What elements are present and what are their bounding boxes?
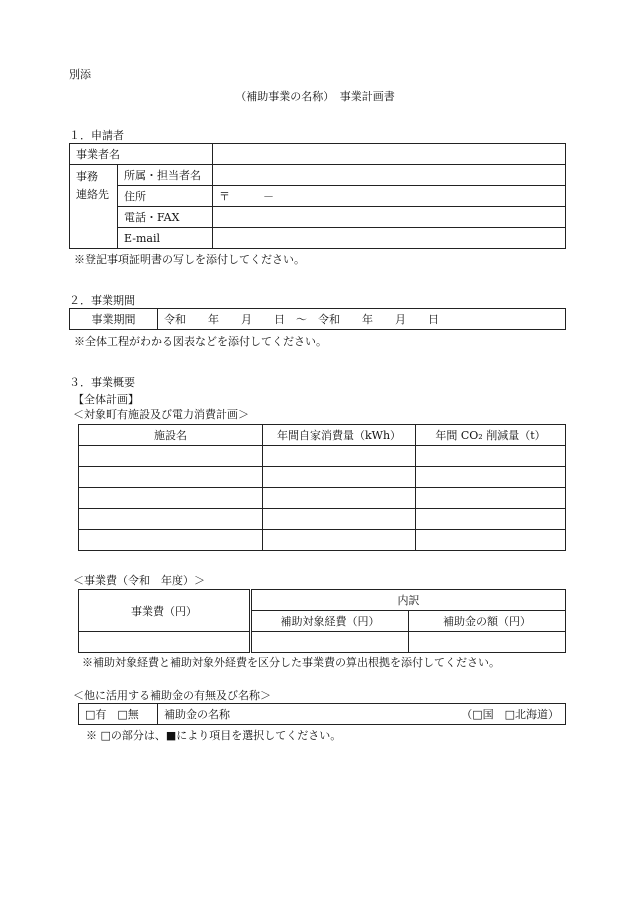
period-table (69, 308, 566, 330)
facility-table (78, 424, 566, 551)
dept-field[interactable] (213, 165, 566, 186)
gov-options-checkboxes[interactable]: （□国 □北海道） (461, 708, 559, 721)
address-label: 住所 (118, 186, 213, 207)
co2-cell[interactable] (416, 509, 566, 530)
co2-cell[interactable] (416, 467, 566, 488)
select-note: ※ □の部分は、■により項目を選択してください。 (86, 729, 342, 742)
co2-cell[interactable] (416, 530, 566, 551)
subsidy-amount-field[interactable] (409, 632, 566, 653)
facility-caption: ＜対象町有施設及び電力消費計画＞ (73, 408, 249, 421)
email-field[interactable] (213, 228, 566, 249)
section-1-heading: １．申請者 (69, 129, 124, 142)
facility-name-cell[interactable] (79, 530, 263, 551)
schedule-note: ※全体工程がわかる図表などを添付してください。 (74, 335, 327, 348)
phone-label: 電話・FAX (118, 207, 213, 228)
facility-header-co2: 年間 CO₂ 削減量（t） (416, 425, 566, 446)
subsidy-name-label: 補助金の名称 (164, 708, 230, 721)
cost-caption: ＜事業費（令和 年度）＞ (73, 574, 205, 587)
period-value[interactable]: 令和 年 月 日 ～ 令和 年 月 日 (158, 309, 566, 330)
co2-cell[interactable] (416, 446, 566, 467)
cost-label: 事業費（円） (79, 590, 251, 632)
facility-name-cell[interactable] (79, 509, 263, 530)
section-2-heading: ２．事業期間 (69, 294, 135, 307)
dept-label: 所属・担当者名 (118, 165, 213, 186)
registry-note: ※登記事項証明書の写しを添付してください。 (74, 253, 305, 266)
business-name-field[interactable] (213, 144, 566, 165)
cost-table (78, 589, 566, 653)
period-label: 事業期間 (70, 309, 158, 330)
consumption-cell[interactable] (263, 467, 416, 488)
phone-field[interactable] (213, 207, 566, 228)
consumption-cell[interactable] (263, 530, 416, 551)
other-subsidy-table (78, 703, 566, 725)
contact-label-line2: 連絡先 (76, 188, 109, 201)
eligible-cost-field[interactable] (251, 632, 409, 653)
facility-header-name: 施設名 (79, 425, 263, 446)
address-field[interactable] (213, 186, 566, 207)
facility-header-consumption: 年間自家消費量（kWh） (263, 425, 416, 446)
table-row (79, 530, 566, 551)
email-label: E-mail (118, 228, 213, 249)
table-row (79, 488, 566, 509)
subsidy-name-cell[interactable] (158, 704, 566, 725)
table-row (79, 446, 566, 467)
facility-name-cell[interactable] (79, 467, 263, 488)
consumption-cell[interactable] (263, 446, 416, 467)
contact-label (70, 165, 118, 249)
table-row (79, 467, 566, 488)
yes-no-checkboxes[interactable]: □有 □無 (79, 704, 158, 725)
cost-basis-note: ※補助対象経費と補助対象外経費を区分した事業費の算出根拠を添付してください。 (82, 656, 500, 669)
section-3-heading: ３．事業概要 (69, 376, 135, 389)
page-title: （補助事業の名称） 事業計画書 (235, 90, 395, 103)
subsidy-amount-label: 補助金の額（円） (409, 611, 566, 632)
consumption-cell[interactable] (263, 488, 416, 509)
cost-field[interactable] (79, 632, 251, 653)
annex-label: 別添 (69, 68, 91, 81)
overall-plan-label: 【全体計画】 (73, 393, 139, 406)
eligible-cost-label: 補助対象経費（円） (251, 611, 409, 632)
breakdown-label: 内訳 (251, 590, 566, 611)
business-name-label: 事業者名 (70, 144, 213, 165)
postal-mark: 〒 － (219, 190, 274, 203)
facility-name-cell[interactable] (79, 446, 263, 467)
facility-name-cell[interactable] (79, 488, 263, 509)
contact-label-line1: 事務 (76, 170, 98, 183)
table-row (79, 509, 566, 530)
applicant-table (69, 143, 566, 249)
co2-cell[interactable] (416, 488, 566, 509)
other-subsidy-caption: ＜他に活用する補助金の有無及び名称＞ (73, 689, 271, 702)
consumption-cell[interactable] (263, 509, 416, 530)
